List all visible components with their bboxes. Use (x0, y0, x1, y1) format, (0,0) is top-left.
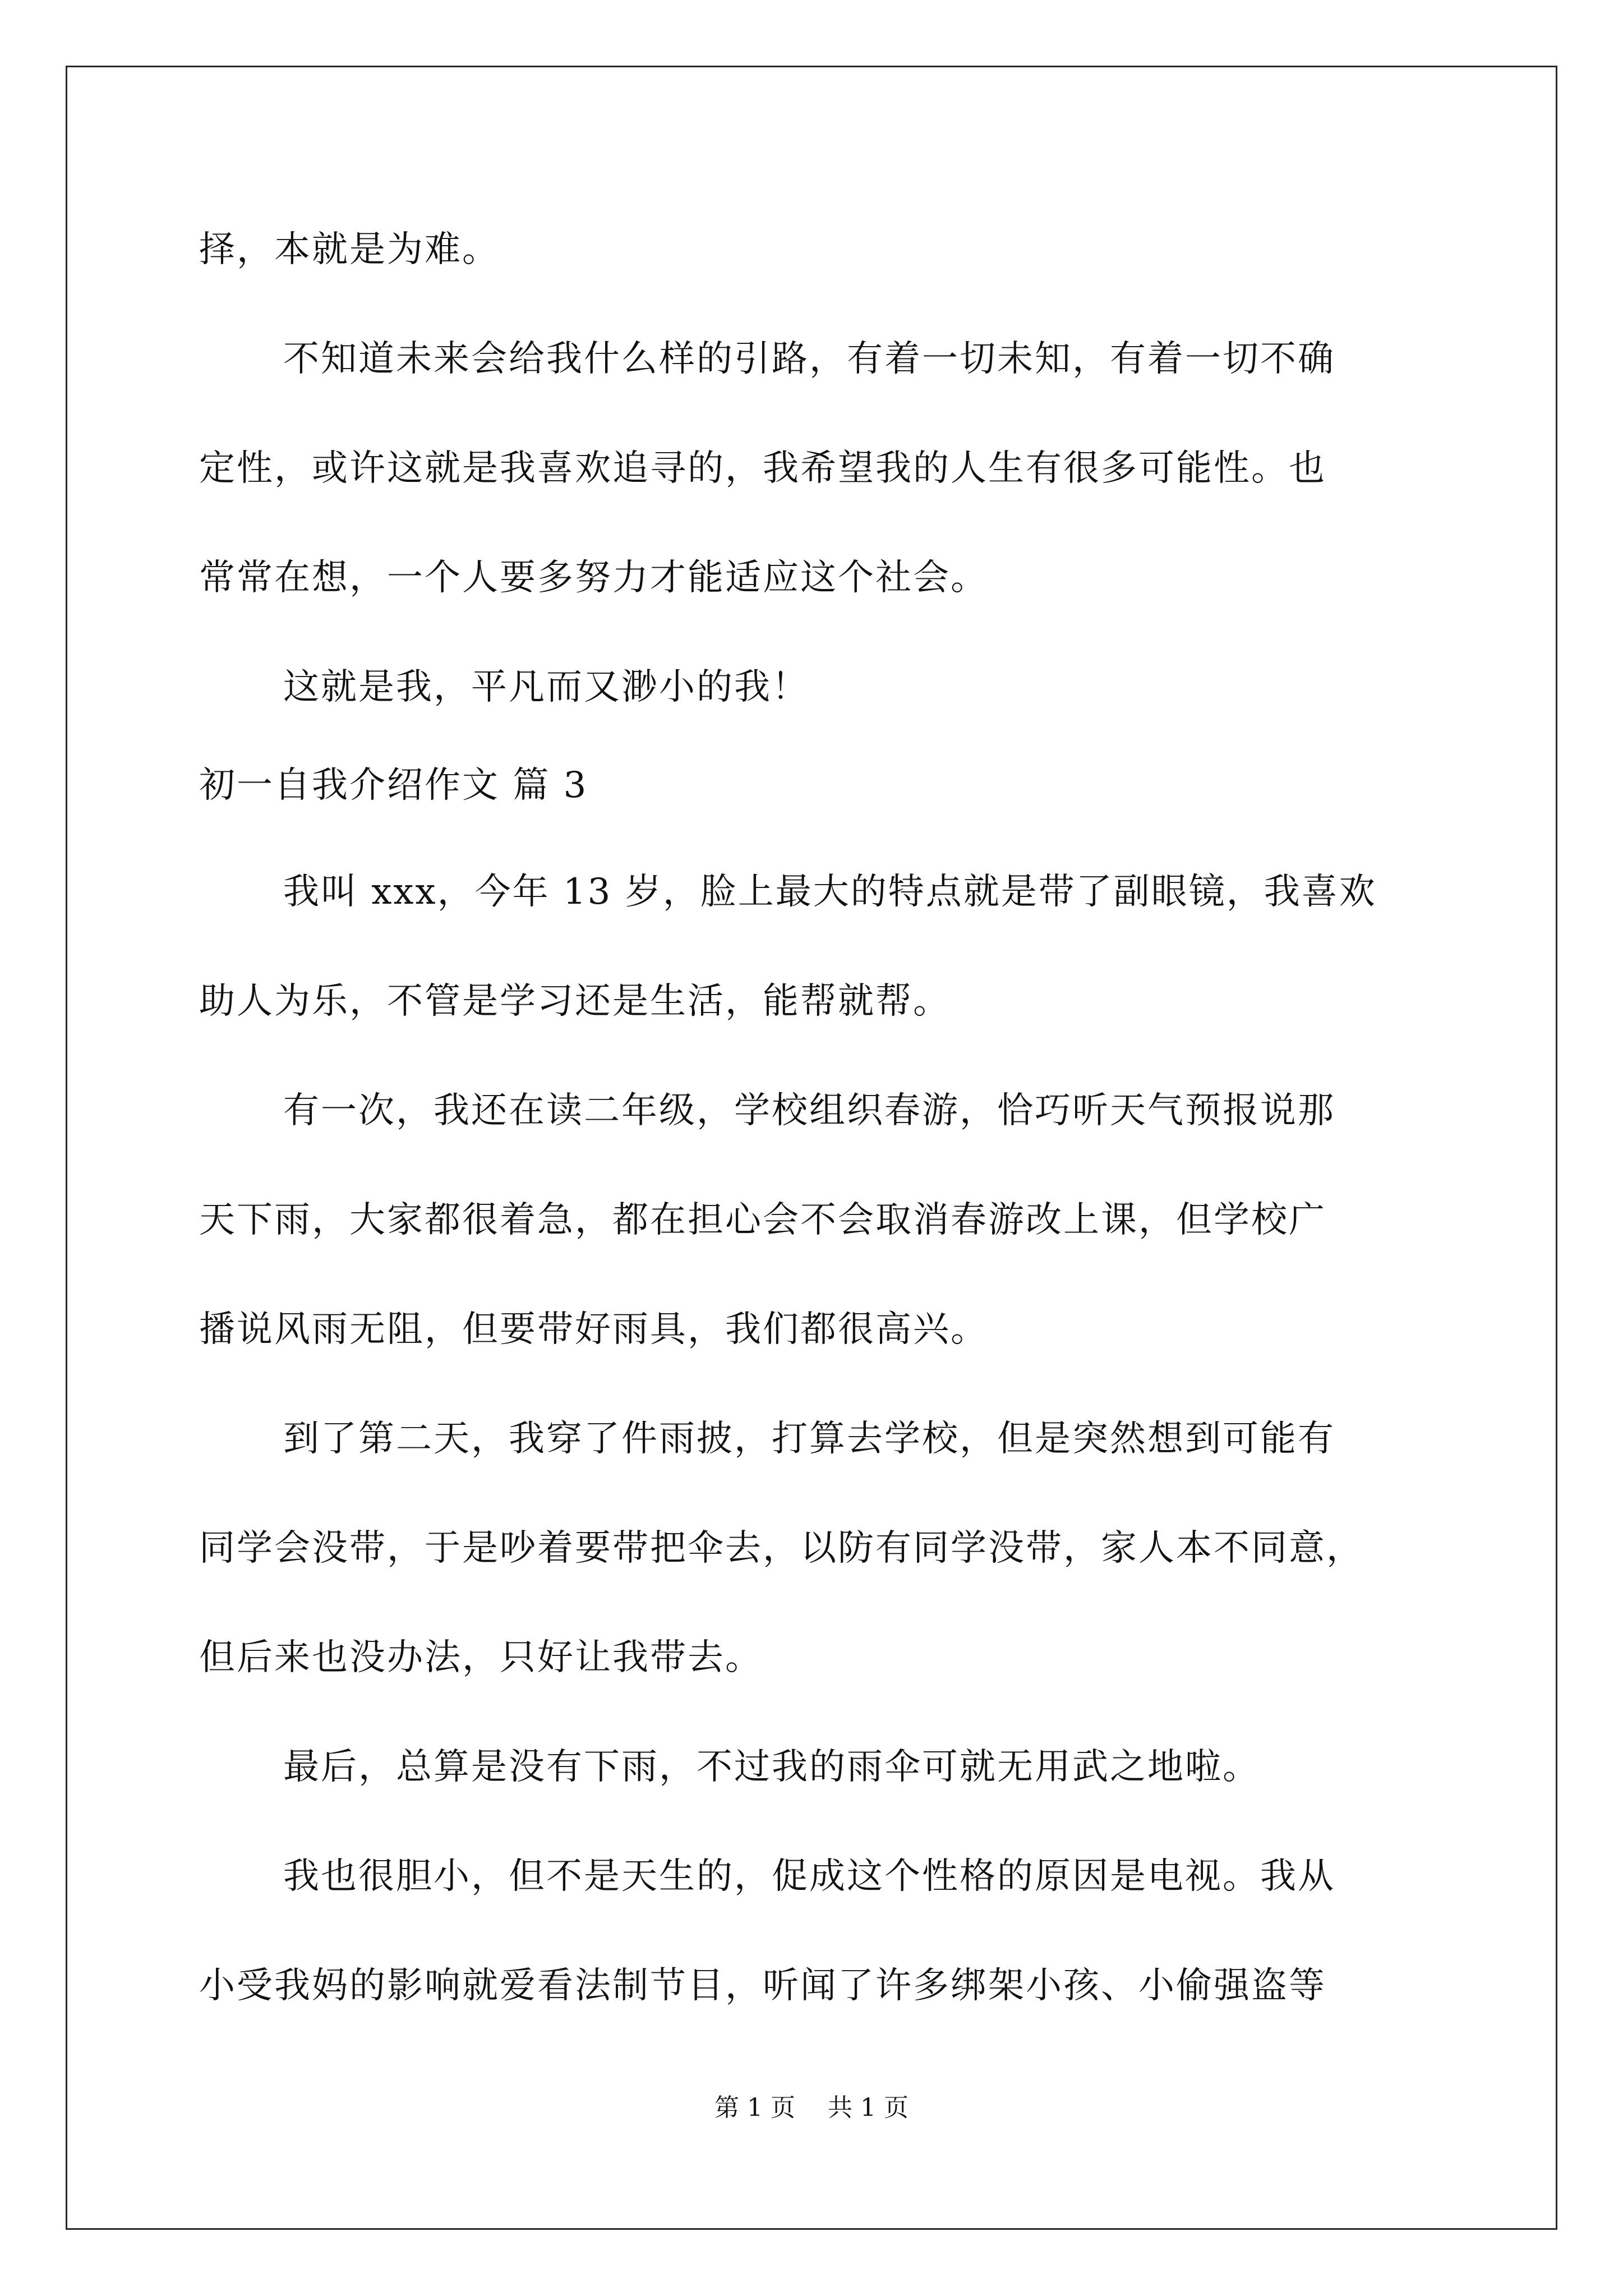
text-line: 我叫 xxx，今年 13 岁，脸上最大的特点就是带了副眼镜，我喜欢 (283, 871, 1377, 913)
page-number: 第 1 页 (714, 2093, 795, 2122)
text-line: 不知道未来会给我什么样的引路，有着一切未知，有着一切不确 (283, 338, 1335, 380)
page-footer (0, 2092, 1623, 2124)
text-line: 但后来也没办法，只好让我带去。 (199, 1637, 763, 1678)
text-line: 择，本就是为难。 (199, 229, 500, 270)
text-line: 这就是我，平凡而又渺小的我！ (283, 666, 809, 708)
text-line: 播说风雨无阻，但要带好雨具，我们都很高兴。 (199, 1309, 988, 1350)
text-line: 助人为乐，不管是学习还是生活，能帮就帮。 (199, 981, 951, 1022)
page-total: 共 1 页 (828, 2093, 909, 2122)
text-line: 小受我妈的影响就爱看法制节目，听闻了许多绑架小孩、小偷强盗等 (199, 1965, 1326, 2007)
page-border (66, 66, 1557, 2230)
text-line: 我也很胆小，但不是天生的，促成这个性格的原因是电视。我从 (283, 1856, 1335, 1897)
text-line: 同学会没带，于是吵着要带把伞去，以防有同学没带，家人本不同意， (199, 1527, 1364, 1569)
text-line: 到了第二天，我穿了件雨披，打算去学校，但是突然想到可能有 (283, 1418, 1335, 1460)
text-line: 常常在想，一个人要多努力才能适应这个社会。 (199, 557, 988, 599)
text-line: 有一次，我还在读二年级，学校组织春游，恰巧听天气预报说那 (283, 1090, 1335, 1131)
section-heading: 初一自我介绍作文 篇 3 (199, 765, 588, 806)
text-line: 定性，或许这就是我喜欢追寻的，我希望我的人生有很多可能性。也 (199, 448, 1326, 489)
text-line: 天下雨，大家都很着急，都在担心会不会取消春游改上课，但学校广 (199, 1199, 1326, 1241)
text-line: 最后，总算是没有下雨，不过我的雨伞可就无用武之地啦。 (283, 1746, 1260, 1788)
